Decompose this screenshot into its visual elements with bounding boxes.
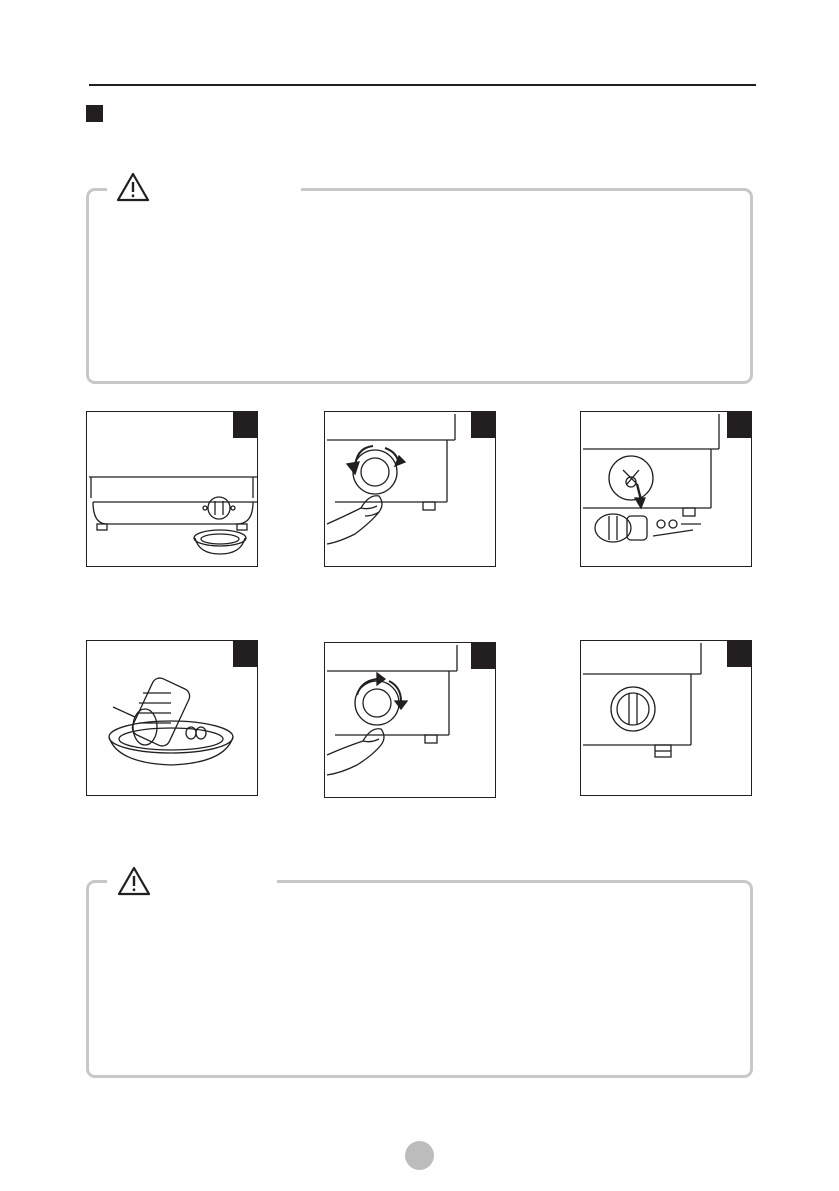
caution-box-top (86, 188, 753, 384)
step-figure-2 (324, 411, 496, 567)
step-number-badge (727, 641, 751, 667)
page-number-badge (405, 1141, 434, 1170)
section-marker (86, 105, 103, 122)
step-figure-6 (580, 640, 752, 796)
caution-box-bottom (86, 880, 753, 1078)
warning-triangle-icon (116, 172, 150, 202)
step-figure-4 (86, 640, 258, 796)
header-rule (89, 84, 756, 86)
step-figure-3 (580, 411, 752, 567)
step-number-badge (233, 412, 257, 438)
step-figure-1 (86, 411, 258, 567)
step-number-badge (471, 643, 495, 669)
step-number-badge (727, 412, 751, 438)
step-figure-5 (324, 642, 496, 798)
step-number-badge (471, 412, 495, 438)
step-number-badge (233, 641, 257, 667)
warning-triangle-icon (117, 866, 151, 896)
